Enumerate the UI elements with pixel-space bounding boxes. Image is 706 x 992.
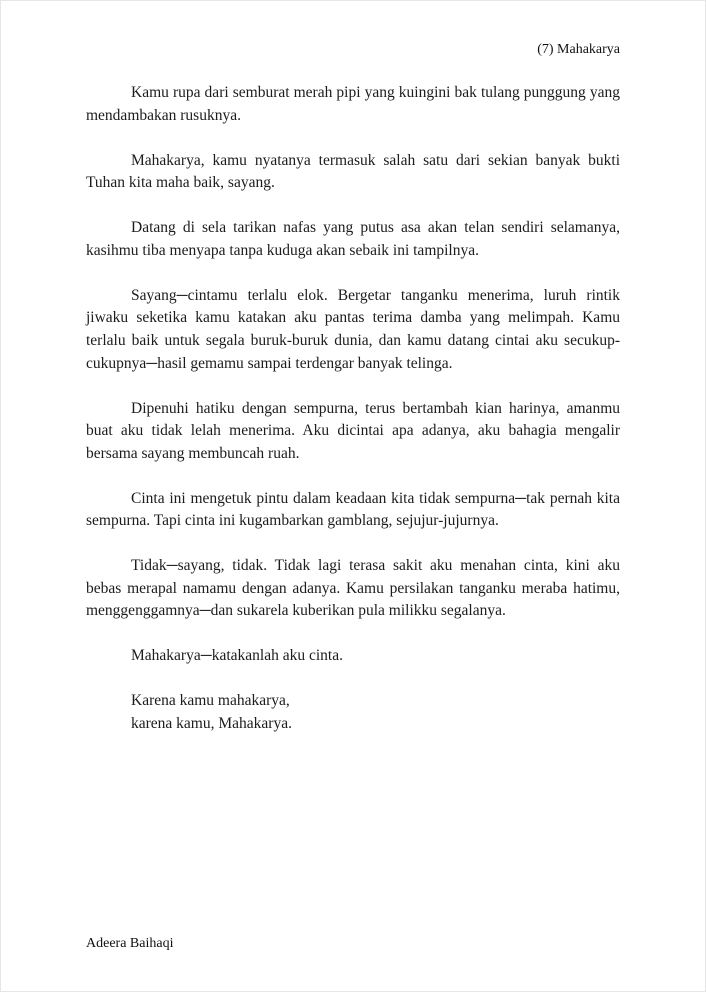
paragraph-4: Sayang─cintamu terlalu elok. Bergetar tanganku menerima, luruh rintik jiwaku seketika kamu katakan aku pantas terima damba yang melimpah. Kamu terlalu baik untuk segala buruk-buruk dunia, dan kamu datang cintai aku secukup-cukupnya─hasil gemamu sampai terdengar banyak telinga. xyxy=(86,286,620,372)
closing-line-1: Karena kamu mahakarya, xyxy=(131,692,290,710)
paragraph-8: Mahakarya─katakanlah aku cinta. xyxy=(131,647,343,665)
paragraph-5: Dipenuhi hatiku dengan sempurna, terus bertambah kian harinya, amanmu buat aku tidak lelah menerima. Aku dicintai apa adanya, aku bahagia mengalir bersama sayang membuncah ruah. xyxy=(86,399,620,462)
footer-author: Adeera Baihaqi xyxy=(86,936,174,951)
page-header-title: (7) Mahakarya xyxy=(537,42,620,57)
paragraph-1: Kamu rupa dari semburat merah pipi yang kuingini bak tulang punggung yang mendambakan rusuknya. xyxy=(86,84,620,124)
closing-stanza xyxy=(86,690,620,735)
closing-line-2: karena kamu, Mahakarya. xyxy=(131,715,292,732)
paragraph-3: Datang di sela tarikan nafas yang putus asa akan telan sendiri selamanya, kasihmu tiba menyapa tanpa kuduga akan sebaik ini tampilnya. xyxy=(86,219,620,259)
paragraph-2: Mahakarya, kamu nyatanya termasuk salah satu dari sekian banyak bukti Tuhan kita maha baik, sayang. xyxy=(86,151,620,192)
paragraph-6: Cinta ini mengetuk pintu dalam keadaan kita tidak sempurna─tak pernah kita sempurna. Tapi cinta ini kugambarkan gamblang, sejujur-jujurnya. xyxy=(86,489,620,530)
paragraph-7: Tidak─sayang, tidak. Tidak lagi terasa sakit aku menahan cinta, kini aku bebas merapal namamu dengan adanya. Kamu persilakan tanganku meraba hatimu, menggenggamnya─dan sukarela kuberikan pula milikku segalanya. xyxy=(86,557,620,620)
poem-body xyxy=(86,82,620,736)
